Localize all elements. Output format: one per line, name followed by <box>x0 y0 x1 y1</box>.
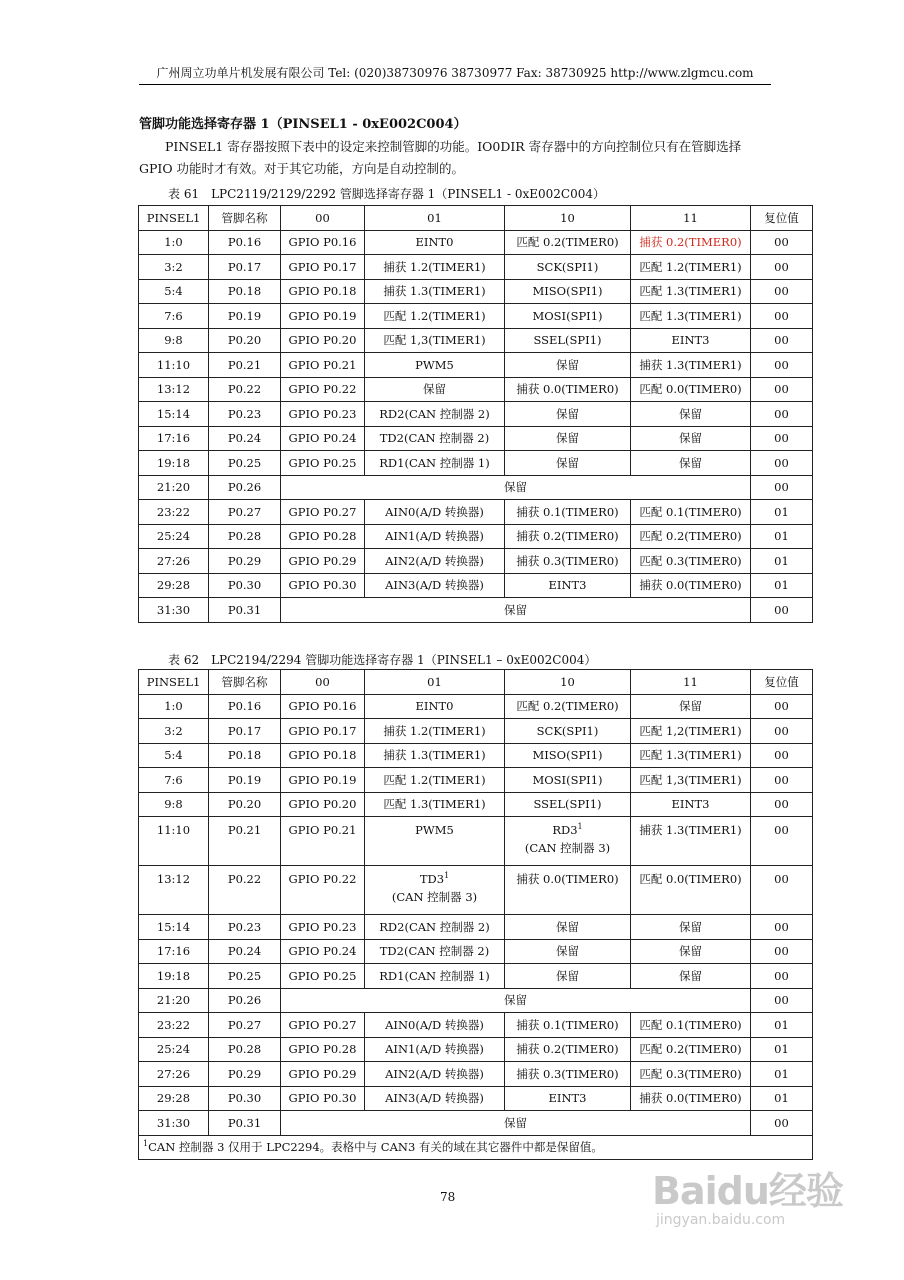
column-header: 00 <box>281 206 365 231</box>
table-cell: P0.21 <box>209 817 281 866</box>
table62 <box>138 669 813 1160</box>
table-cell: GPIO P0.27 <box>281 500 365 525</box>
table-cell: 保留 <box>505 964 631 989</box>
table-row <box>139 255 813 280</box>
table-cell: AIN1(A/D 转换器) <box>365 1037 505 1062</box>
table-cell: EINT3 <box>505 1086 631 1111</box>
table-cell: AIN2(A/D 转换器) <box>365 549 505 574</box>
table-row <box>139 866 813 915</box>
table-cell: 00 <box>751 817 813 866</box>
table-cell: 00 <box>751 1111 813 1136</box>
table61 <box>138 205 813 623</box>
table-row <box>139 549 813 574</box>
table-cell: GPIO P0.20 <box>281 792 365 817</box>
column-header: 复位值 <box>751 670 813 695</box>
table-cell: EINT3 <box>631 328 751 353</box>
table-cell: PWM5 <box>365 353 505 378</box>
table-row <box>139 377 813 402</box>
table-cell: 31:30 <box>139 1111 209 1136</box>
table-cell: 01 <box>751 1086 813 1111</box>
table-cell: GPIO P0.25 <box>281 451 365 476</box>
table-cell: 匹配 0.0(TIMER0) <box>631 866 751 915</box>
table-cell: 捕获 0.0(TIMER0) <box>631 1086 751 1111</box>
table-cell: TD2(CAN 控制器 2) <box>365 426 505 451</box>
table-row <box>139 915 813 940</box>
table-cell: 23:22 <box>139 1013 209 1038</box>
table-cell: GPIO P0.29 <box>281 1062 365 1087</box>
table-cell: P0.18 <box>209 743 281 768</box>
table-cell: GPIO P0.27 <box>281 1013 365 1038</box>
table-row <box>139 694 813 719</box>
table-cell: 匹配 0.0(TIMER0) <box>631 377 751 402</box>
table-cell: 00 <box>751 475 813 500</box>
table-cell: GPIO P0.24 <box>281 939 365 964</box>
table-row <box>139 353 813 378</box>
footnote-mark: 1 <box>143 1139 149 1149</box>
table-cell: EINT0 <box>365 230 505 255</box>
table-cell: P0.20 <box>209 328 281 353</box>
table-cell: 00 <box>751 939 813 964</box>
table-cell: 01 <box>751 1013 813 1038</box>
table-cell: 00 <box>751 694 813 719</box>
table-cell: 捕获 1.2(TIMER1) <box>365 719 505 744</box>
table-cell: 保留 <box>631 939 751 964</box>
footnote-mark: 1 <box>444 871 450 881</box>
table-cell: 匹配 0.1(TIMER0) <box>631 500 751 525</box>
table-cell: P0.25 <box>209 964 281 989</box>
column-header: 管脚名称 <box>209 670 281 695</box>
table-row <box>139 451 813 476</box>
table-cell: P0.21 <box>209 353 281 378</box>
table-row <box>139 1062 813 1087</box>
reserved-span-cell: 保留 <box>281 598 751 623</box>
page-number: 78 <box>440 1190 456 1204</box>
table-row <box>139 1013 813 1038</box>
footnote-text: CAN 控制器 3 仅用于 LPC2294。表格中与 CAN3 有关的域在其它器件中都是保留值。 <box>148 1140 603 1154</box>
table-cell: SCK(SPI1) <box>505 255 631 280</box>
table-cell: GPIO P0.21 <box>281 353 365 378</box>
table-cell: P0.29 <box>209 1062 281 1087</box>
table-cell: 21:20 <box>139 475 209 500</box>
table-row <box>139 792 813 817</box>
table62-caption: 表 62 LPC2194/2294 管脚功能选择寄存器 1（PINSEL1 – 0xE002C004） <box>168 653 597 667</box>
table-cell: AIN3(A/D 转换器) <box>365 573 505 598</box>
table-cell: 23:22 <box>139 500 209 525</box>
table-cell: 捕获 1.3(TIMER1) <box>365 279 505 304</box>
table-cell: 匹配 0.2(TIMER0) <box>505 694 631 719</box>
column-header: 00 <box>281 670 365 695</box>
table-cell: 7:6 <box>139 304 209 329</box>
table-cell: 1:0 <box>139 230 209 255</box>
table-cell: 保留 <box>505 451 631 476</box>
table-cell: GPIO P0.16 <box>281 694 365 719</box>
table-cell: P0.17 <box>209 255 281 280</box>
table-cell: 匹配 0.2(TIMER0) <box>631 1037 751 1062</box>
column-header: 01 <box>365 670 505 695</box>
table-cell: RD2(CAN 控制器 2) <box>365 402 505 427</box>
table-cell: SCK(SPI1) <box>505 719 631 744</box>
table-cell: 27:26 <box>139 1062 209 1087</box>
table-row <box>139 1111 813 1136</box>
table-cell: 保留 <box>365 377 505 402</box>
table-cell: P0.28 <box>209 524 281 549</box>
table-header-row <box>139 206 813 231</box>
table-cell: RD1(CAN 控制器 1) <box>365 451 505 476</box>
table-cell: 00 <box>751 353 813 378</box>
table-cell: P0.20 <box>209 792 281 817</box>
table-cell: GPIO P0.24 <box>281 426 365 451</box>
table-cell: 00 <box>751 304 813 329</box>
table-row <box>139 304 813 329</box>
table-cell: 匹配 0.3(TIMER0) <box>631 1062 751 1087</box>
table-cell: 00 <box>751 743 813 768</box>
table-cell: P0.30 <box>209 1086 281 1111</box>
table-cell: AIN2(A/D 转换器) <box>365 1062 505 1087</box>
footnote-cell <box>139 1135 813 1159</box>
table-cell: 00 <box>751 377 813 402</box>
table-cell: 匹配 1.2(TIMER1) <box>365 304 505 329</box>
table-cell: 捕获 1.3(TIMER1) <box>631 353 751 378</box>
watermark-logo: Baidu经验 <box>652 1169 843 1213</box>
table-row <box>139 719 813 744</box>
table-cell: P0.25 <box>209 451 281 476</box>
table-cell: P0.17 <box>209 719 281 744</box>
reserved-span-cell: 保留 <box>281 1111 751 1136</box>
table-cell: 21:20 <box>139 988 209 1013</box>
table-row <box>139 988 813 1013</box>
table-row <box>139 279 813 304</box>
table-cell: 匹配 1.3(TIMER1) <box>631 743 751 768</box>
table-cell: PWM5 <box>365 817 505 866</box>
table-cell: 1:0 <box>139 694 209 719</box>
table-cell: 保留 <box>631 915 751 940</box>
table-row <box>139 402 813 427</box>
table-row <box>139 500 813 525</box>
table-cell: TD2(CAN 控制器 2) <box>365 939 505 964</box>
table-row <box>139 598 813 623</box>
table-cell: P0.28 <box>209 1037 281 1062</box>
table-cell: GPIO P0.22 <box>281 377 365 402</box>
table-cell: 匹配 0.2(TIMER0) <box>505 230 631 255</box>
table-cell: EINT0 <box>365 694 505 719</box>
table-cell: P0.30 <box>209 573 281 598</box>
table-cell: 9:8 <box>139 792 209 817</box>
table-cell: 19:18 <box>139 964 209 989</box>
table-row <box>139 768 813 793</box>
table-cell: 00 <box>751 988 813 1013</box>
table-cell: P0.22 <box>209 377 281 402</box>
table-cell: GPIO P0.17 <box>281 255 365 280</box>
table-cell: 00 <box>751 964 813 989</box>
table-cell: MOSI(SPI1) <box>505 304 631 329</box>
footnote-row <box>139 1135 813 1159</box>
column-header: 11 <box>631 670 751 695</box>
table-row <box>139 1086 813 1111</box>
table-row <box>139 524 813 549</box>
table-cell: 01 <box>751 500 813 525</box>
table-cell: RD2(CAN 控制器 2) <box>365 915 505 940</box>
table-cell: 捕获 0.0(TIMER0) <box>631 573 751 598</box>
table-header-row <box>139 670 813 695</box>
table-cell: 捕获 1.3(TIMER1) <box>365 743 505 768</box>
table-cell: 31:30 <box>139 598 209 623</box>
table-cell: 00 <box>751 866 813 915</box>
can3-controller-note: (CAN 控制器 3) <box>524 841 611 855</box>
table-cell: 保留 <box>505 353 631 378</box>
table-cell: P0.24 <box>209 939 281 964</box>
can3-cell <box>505 817 631 866</box>
reserved-span-cell: 保留 <box>281 475 751 500</box>
column-header: 01 <box>365 206 505 231</box>
table-cell: 13:12 <box>139 377 209 402</box>
table-cell: 保留 <box>631 451 751 476</box>
table-cell: GPIO P0.18 <box>281 743 365 768</box>
table-cell: 捕获 0.0(TIMER0) <box>505 377 631 402</box>
table-cell: GPIO P0.28 <box>281 1037 365 1062</box>
table-cell: GPIO P0.30 <box>281 573 365 598</box>
table-cell: GPIO P0.19 <box>281 768 365 793</box>
table-cell: 匹配 1,3(TIMER1) <box>631 768 751 793</box>
table-cell: 保留 <box>631 694 751 719</box>
table-cell: GPIO P0.16 <box>281 230 365 255</box>
table-cell: 匹配 1,2(TIMER1) <box>631 719 751 744</box>
can3-controller-note: (CAN 控制器 3) <box>391 890 478 904</box>
table-cell: 29:28 <box>139 1086 209 1111</box>
table-cell: 捕获 0.2(TIMER0) <box>631 230 751 255</box>
table-cell: 匹配 1.2(TIMER1) <box>631 255 751 280</box>
column-header: 管脚名称 <box>209 206 281 231</box>
table-row <box>139 939 813 964</box>
table-row <box>139 230 813 255</box>
table-cell: 15:14 <box>139 915 209 940</box>
table-cell: 匹配 0.2(TIMER0) <box>631 524 751 549</box>
page-header: 广州周立功单片机发展有限公司 Tel: (020)38730976 38730977 Fax: 38730925 http://www.zlgmcu.com <box>156 66 754 80</box>
table-cell: P0.19 <box>209 768 281 793</box>
column-header: 11 <box>631 206 751 231</box>
table-cell: 29:28 <box>139 573 209 598</box>
table-row <box>139 1037 813 1062</box>
table-cell: 匹配 1.2(TIMER1) <box>365 768 505 793</box>
table-cell: P0.26 <box>209 475 281 500</box>
table-cell: 01 <box>751 1037 813 1062</box>
table-cell: GPIO P0.21 <box>281 817 365 866</box>
table-cell: 捕获 1.2(TIMER1) <box>365 255 505 280</box>
table-row <box>139 573 813 598</box>
table-cell: 17:16 <box>139 939 209 964</box>
table-cell: 01 <box>751 524 813 549</box>
table-cell: AIN1(A/D 转换器) <box>365 524 505 549</box>
table-cell: EINT3 <box>631 792 751 817</box>
table-cell: P0.19 <box>209 304 281 329</box>
table-cell: 匹配 0.3(TIMER0) <box>631 549 751 574</box>
table-cell: 11:10 <box>139 817 209 866</box>
table-cell: 保留 <box>505 939 631 964</box>
table-cell: 00 <box>751 915 813 940</box>
table-cell: 19:18 <box>139 451 209 476</box>
table-cell: P0.16 <box>209 694 281 719</box>
table-cell: 00 <box>751 598 813 623</box>
table-cell: 00 <box>751 719 813 744</box>
table-cell: AIN3(A/D 转换器) <box>365 1086 505 1111</box>
table-cell: 00 <box>751 230 813 255</box>
table-cell: MOSI(SPI1) <box>505 768 631 793</box>
table-cell: SSEL(SPI1) <box>505 792 631 817</box>
column-header: 10 <box>505 670 631 695</box>
table-cell: 3:2 <box>139 719 209 744</box>
can3-label: RD3 <box>552 823 578 837</box>
table-cell: 00 <box>751 768 813 793</box>
header-rule <box>139 84 771 85</box>
table-cell: 00 <box>751 426 813 451</box>
table-cell: 00 <box>751 328 813 353</box>
table-cell: AIN0(A/D 转换器) <box>365 500 505 525</box>
table-cell: EINT3 <box>505 573 631 598</box>
table-cell: SSEL(SPI1) <box>505 328 631 353</box>
column-header: PINSEL1 <box>139 670 209 695</box>
table-cell: 匹配 1.3(TIMER1) <box>365 792 505 817</box>
table-cell: P0.31 <box>209 1111 281 1136</box>
baidu-jingyan-watermark <box>652 1160 843 1228</box>
table-cell: 捕获 0.3(TIMER0) <box>505 549 631 574</box>
intro-paragraph: PINSEL1 寄存器按照下表中的设定来控制管脚的功能。IO0DIR 寄存器中的方向控制位只有在管脚选择 GPIO 功能时才有效。对于其它功能，方向是自动控制的。 <box>139 139 742 176</box>
table-cell: 17:16 <box>139 426 209 451</box>
table-cell: GPIO P0.20 <box>281 328 365 353</box>
table-cell: P0.22 <box>209 866 281 915</box>
table-cell: MISO(SPI1) <box>505 743 631 768</box>
table-cell: 捕获 0.3(TIMER0) <box>505 1062 631 1087</box>
table-cell: 保留 <box>631 426 751 451</box>
table-cell: 00 <box>751 451 813 476</box>
table-cell: GPIO P0.29 <box>281 549 365 574</box>
table-cell: 匹配 1,3(TIMER1) <box>365 328 505 353</box>
table-cell: 5:4 <box>139 743 209 768</box>
table-row <box>139 817 813 866</box>
table-cell: P0.16 <box>209 230 281 255</box>
table-cell: GPIO P0.18 <box>281 279 365 304</box>
table-cell: AIN0(A/D 转换器) <box>365 1013 505 1038</box>
table-cell: 01 <box>751 573 813 598</box>
table-cell: 匹配 1.3(TIMER1) <box>631 279 751 304</box>
table-cell: GPIO P0.25 <box>281 964 365 989</box>
table-cell: MISO(SPI1) <box>505 279 631 304</box>
table-cell: P0.27 <box>209 500 281 525</box>
table-cell: P0.29 <box>209 549 281 574</box>
table-cell: 5:4 <box>139 279 209 304</box>
table-cell: 25:24 <box>139 524 209 549</box>
table-cell: 捕获 0.1(TIMER0) <box>505 1013 631 1038</box>
table-row <box>139 426 813 451</box>
table-row <box>139 743 813 768</box>
table-cell: 保留 <box>631 964 751 989</box>
can3-label: TD3 <box>419 872 445 886</box>
table-cell: P0.23 <box>209 402 281 427</box>
table-cell: GPIO P0.19 <box>281 304 365 329</box>
section-title: 管脚功能选择寄存器 1（PINSEL1 - 0xE002C004） <box>139 117 467 132</box>
table-cell: 捕获 0.0(TIMER0) <box>505 866 631 915</box>
table-cell: 13:12 <box>139 866 209 915</box>
table-cell: 11:10 <box>139 353 209 378</box>
can3-cell <box>365 866 505 915</box>
table-cell: 00 <box>751 792 813 817</box>
column-header: PINSEL1 <box>139 206 209 231</box>
column-header: 10 <box>505 206 631 231</box>
table-cell: 01 <box>751 1062 813 1087</box>
table-cell: RD1(CAN 控制器 1) <box>365 964 505 989</box>
table-cell: 保留 <box>505 402 631 427</box>
table-cell: 00 <box>751 402 813 427</box>
table-cell: P0.27 <box>209 1013 281 1038</box>
table-cell: GPIO P0.23 <box>281 915 365 940</box>
table-cell: GPIO P0.23 <box>281 402 365 427</box>
reserved-span-cell: 保留 <box>281 988 751 1013</box>
table-cell: 9:8 <box>139 328 209 353</box>
watermark-url: jingyan.baidu.com <box>656 1212 786 1228</box>
table-cell: P0.26 <box>209 988 281 1013</box>
table-cell: 保留 <box>505 915 631 940</box>
table-cell: 捕获 0.1(TIMER0) <box>505 500 631 525</box>
column-header: 复位值 <box>751 206 813 231</box>
table-row <box>139 475 813 500</box>
table-cell: 保留 <box>631 402 751 427</box>
table-row <box>139 964 813 989</box>
table-cell: GPIO P0.22 <box>281 866 365 915</box>
table-cell: 捕获 1.3(TIMER1) <box>631 817 751 866</box>
table-cell: GPIO P0.17 <box>281 719 365 744</box>
table-cell: 匹配 1.3(TIMER1) <box>631 304 751 329</box>
table-cell: P0.18 <box>209 279 281 304</box>
table-cell: P0.24 <box>209 426 281 451</box>
table-cell: 00 <box>751 279 813 304</box>
table-cell: 7:6 <box>139 768 209 793</box>
table-cell: P0.31 <box>209 598 281 623</box>
table-cell: 00 <box>751 255 813 280</box>
table-cell: 01 <box>751 549 813 574</box>
table-cell: 25:24 <box>139 1037 209 1062</box>
table-cell: 保留 <box>505 426 631 451</box>
table-cell: 15:14 <box>139 402 209 427</box>
footnote-mark: 1 <box>577 822 583 832</box>
table-cell: 捕获 0.2(TIMER0) <box>505 1037 631 1062</box>
table-cell: GPIO P0.30 <box>281 1086 365 1111</box>
table-row <box>139 328 813 353</box>
table-cell: GPIO P0.28 <box>281 524 365 549</box>
table-cell: 匹配 0.1(TIMER0) <box>631 1013 751 1038</box>
table-cell: P0.23 <box>209 915 281 940</box>
table-cell: 27:26 <box>139 549 209 574</box>
table-cell: 3:2 <box>139 255 209 280</box>
table-cell: 捕获 0.2(TIMER0) <box>505 524 631 549</box>
table61-caption: 表 61 LPC2119/2129/2292 管脚选择寄存器 1（PINSEL1 - 0xE002C004） <box>168 187 606 201</box>
